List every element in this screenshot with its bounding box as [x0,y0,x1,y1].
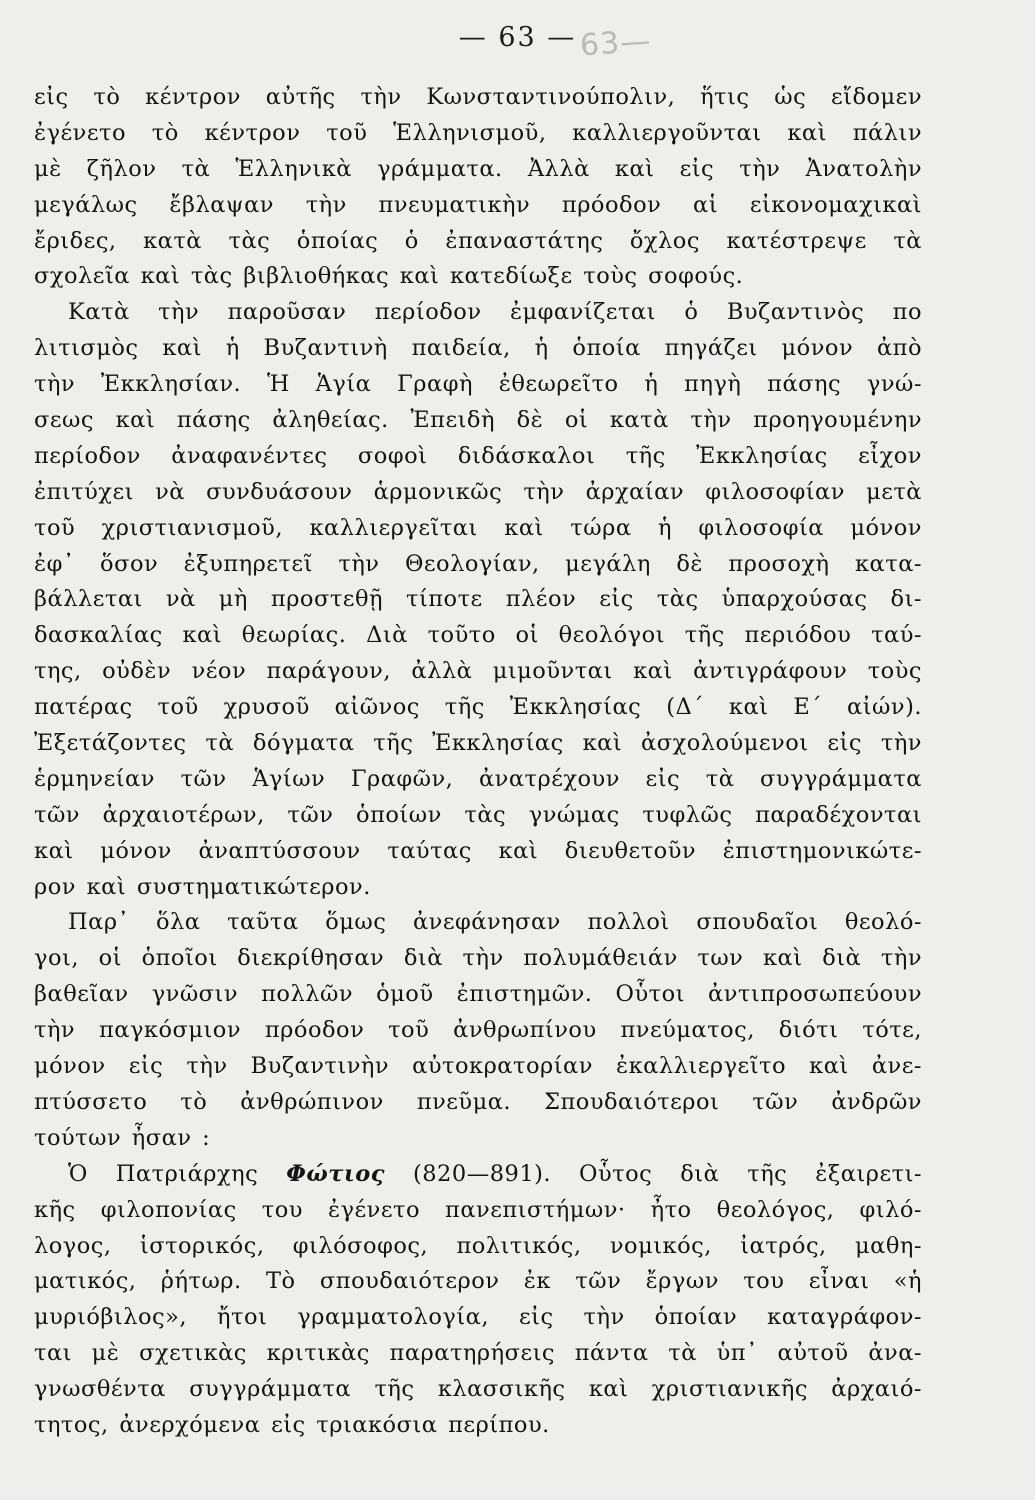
text-line: πατέρας τοῦ χρυσοῦ αἰῶνος τῆς Ἐκκλησίας (Δ΄ καὶ Ε΄ αἰών). [34,694,922,721]
paragraph-3 [34,905,922,1156]
text-line: τὴν παγκόσμιον πρόοδον τοῦ ἀνθρωπίνου πνεύματος, διότι τότε, [34,1017,922,1044]
text-line: τὴν Ἐκκλησίαν. Ἡ Ἁγία Γραφὴ ἐθεωρεῖτο ἡ πηγὴ πάσης γνώ- [34,371,922,398]
text-line: πτύσσετο τὸ ἀνθρώπινον πνεῦμα. Σπουδαιότεροι τῶν ἀνδρῶν [34,1088,922,1115]
text-line: τούτων ἦσαν : [34,1124,211,1151]
text-line: ἐφ᾿ ὅσον ἐξυπηρετεῖ τὴν Θεολογίαν, μεγάλη δὲ προσοχὴ κατα- [34,550,922,577]
page-number: — 63 — [458,22,577,53]
text-line: εἰς τὸ κέντρον αὐτῆς τὴν Κωνσταντινούπολιν, ἥτις ὡς εἴδομεν [34,84,922,110]
paragraph-4 [34,1157,922,1444]
text-line: μὲ ζῆλον τὰ Ἑλληνικὰ γράμματα. Ἀλλὰ καὶ εἰς τὴν Ἀνατολὴν [34,155,922,182]
text-line: μυριόβιλος», ἤτοι γραμματολογία, εἰς τὴν ὁποίαν καταγράφον- [34,1304,922,1331]
text-line: τητος, ἀνερχόμενα εἰς τριακόσια περίπου. [34,1411,550,1438]
text-line: βαθεῖαν γνῶσιν πολλῶν ὁμοῦ ἐπιστημῶν. Οὗτοι ἀντιπροσωπεύουν [34,981,922,1008]
pencil-annotation: 63— [578,23,653,64]
text-line: καὶ μόνον ἀναπτύσσουν ταύτας καὶ διευθετοῦν ἐπιστημονικώτε- [34,837,922,864]
text-line: λιτισμὸς καὶ ἡ Βυζαντινὴ παιδεία, ἡ ὁποία πηγάζει μόνον ἀπὸ [34,335,922,362]
text-line: Κατὰ τὴν παροῦσαν περίοδον ἐμφανίζεται ὁ Βυζαντινὸς πο [68,299,922,326]
text-line: ματικός, ῥήτωρ. Τὸ σπουδαιότερον ἐκ τῶν ἔργων του εἶναι «ἡ [34,1268,922,1295]
text-line: ρον καὶ συστηματικώτερον. [34,873,371,900]
text-line: κῆς φιλοπονίας του ἐγένετο πανεπιστήμων· ἦτο θεολόγος, φιλό- [34,1196,922,1223]
text-line: ἔριδες, κατὰ τὰς ὁποίας ὁ ἐπαναστάτης ὄχλος κατέστρεψε τὰ [34,227,922,254]
paragraph-2 [34,295,922,905]
person-name: Φώτιος [286,1160,385,1187]
text-line: ἐγένετο τὸ κέντρον τοῦ Ἑλληνισμοῦ, καλλιεργοῦνται καὶ πάλιν [34,119,922,146]
text-line: ται μὲ σχετικὰς κριτικὰς παρατηρήσεις πάντα τὰ ὑπ᾿ αὐτοῦ ἀνα- [34,1340,922,1367]
text-line: ἑρμηνείαν τῶν Ἁγίων Γραφῶν, ἀνατρέχουν εἰς τὰ συγγράμματα [34,765,922,792]
text-line: τῶν ἀρχαιοτέρων, τῶν ὁποίων τὰς γνώμας τυφλῶς παραδέχονται [34,801,922,828]
text-line [34,1157,922,1193]
text-line: δασκαλίας καὶ θεωρίας. Διὰ τοῦτο οἱ θεολόγοι τῆς περιόδου ταύ- [34,622,922,649]
text-line: γοι, οἱ ὁποῖοι διεκρίθησαν διὰ τὴν πολυμάθειάν των καὶ διὰ τὴν [34,945,922,972]
text-line: σχολεῖα καὶ τὰς βιβλιοθήκας καὶ κατεδίωξε τοὺς σοφούς. [34,263,744,290]
body-text [34,80,922,1444]
text-line: της, οὐδὲν νέον παράγουν, ἀλλὰ μιμοῦνται καὶ ἀντιγράφουν τοὺς [34,658,922,685]
paragraph-1 [34,80,922,295]
text-line: ἐπιτύχει νὰ συνδυάσουν ἁρμονικῶς τὴν ἀρχαίαν φιλοσοφίαν μετὰ [34,478,922,505]
text-fragment: (820—891). Οὗτος διὰ τῆς ἐξαιρετι- [385,1160,922,1187]
text-fragment: Ὁ Πατριάρχης [68,1160,287,1187]
text-line: λογος, ἱστορικός, φιλόσοφος, πολιτικός, νομικός, ἰατρός, μαθη- [34,1232,922,1259]
text-line: Ἐξετάζοντες τὰ δόγματα τῆς Ἐκκλησίας καὶ ἀσχολούμενοι εἰς τὴν [34,730,922,757]
text-line: μεγάλως ἔβλαψαν τὴν πνευματικὴν πρόοδον αἱ εἰκονομαχικαὶ [34,191,922,218]
text-line: μόνον εἰς τὴν Βυζαντινὴν αὐτοκρατορίαν ἐκαλλιεργεῖτο καὶ ἀνε- [34,1053,922,1080]
text-line: περίοδον ἀναφανέντες σοφοὶ διδάσκαλοι τῆς Ἐκκλησίας εἶχον [34,442,922,469]
text-line: γνωσθέντα συγγράμματα τῆς κλασσικῆς καὶ χριστιανικῆς ἀρχαιό- [34,1376,922,1403]
text-line: Παρ᾿ ὅλα ταῦτα ὅμως ἀνεφάνησαν πολλοὶ σπουδαῖοι θεολό- [68,909,922,936]
text-line: σεως καὶ πάσης ἀληθείας. Ἐπειδὴ δὲ οἱ κατὰ τὴν προηγουμένην [34,407,922,434]
text-line: βάλλεται νὰ μὴ προστεθῇ τίποτε πλέον εἰς τὰς ὑπαρχούσας δι- [34,586,922,613]
text-line: τοῦ χριστιανισμοῦ, καλλιεργεῖται καὶ τώρα ἡ φιλοσοφία μόνον [34,514,922,541]
